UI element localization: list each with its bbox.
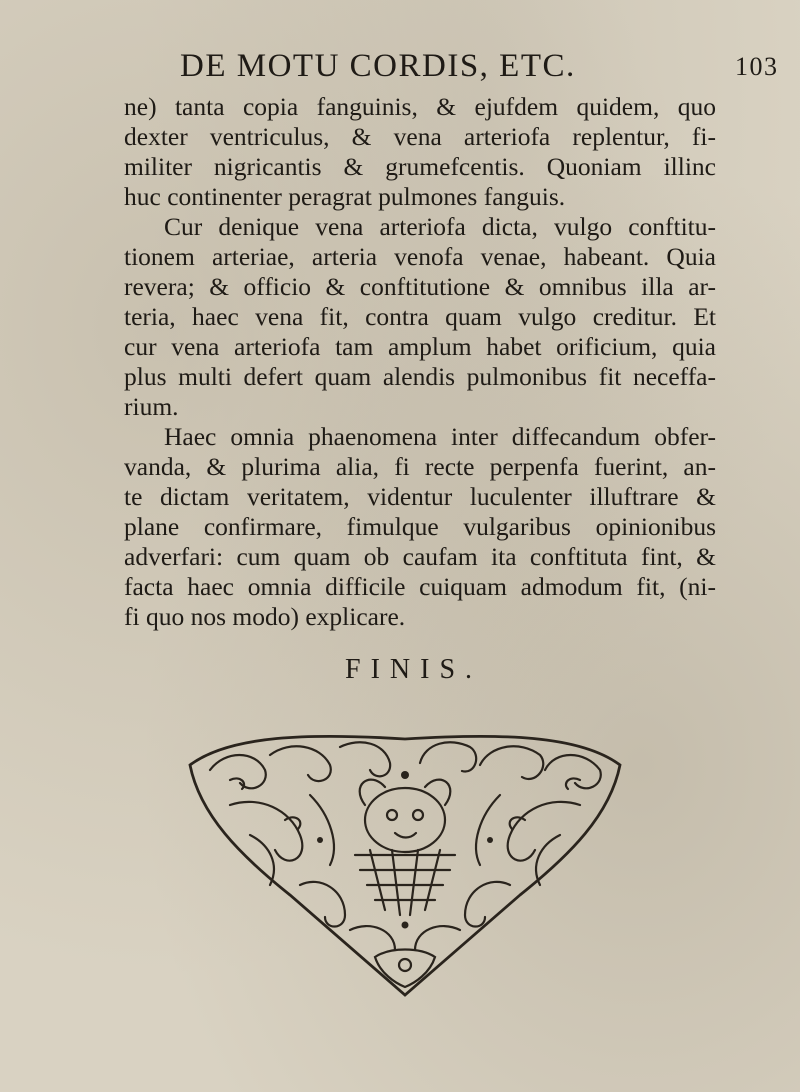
- text-line: plus multi defert quam alendis pulmonibus fit neceffa-: [124, 362, 716, 391]
- text-line: militer nigricantis & grumefcentis. Quoniam illinc: [124, 152, 716, 181]
- tailpiece-ornament-icon: [170, 725, 640, 1005]
- text-line: teria, haec vena fit, contra quam vulgo creditur. Et: [124, 302, 716, 331]
- finis-label: FINIS.: [345, 654, 483, 685]
- running-head-title: DE MOTU CORDIS, ETC.: [180, 48, 576, 84]
- text-line: rium.: [124, 392, 179, 421]
- text-line: huc continenter peragrat pulmones fanguis.: [124, 182, 566, 211]
- text-line: facta haec omnia difficile cuiquam admodum fit, (ni-: [124, 572, 716, 601]
- running-head: [180, 48, 780, 88]
- text-line: tionem arteriae, arteria venofa venae, habeant. Quia: [124, 242, 716, 271]
- text-line: fi quo nos modo) explicare.: [124, 602, 406, 631]
- text-line: Haec omnia phaenomena inter diffecandum obfer-: [164, 422, 716, 451]
- body-text: [124, 92, 716, 632]
- text-line: Cur denique vena arteriofa dicta, vulgo conftitu-: [164, 212, 716, 241]
- text-line: dexter ventriculus, & vena arteriofa replentur, fi-: [124, 122, 716, 151]
- text-line: adverfari: cum quam ob caufam ita conftituta fint, &: [124, 542, 716, 571]
- text-line: ne) tanta copia fanguinis, & ejufdem quidem, quo: [124, 92, 716, 121]
- page-number: 103: [735, 52, 779, 81]
- text-line: revera; & officio & conftitutione & omnibus illa ar-: [124, 272, 716, 301]
- text-line: te dictam veritatem, videntur luculenter illuftrare &: [124, 482, 716, 511]
- text-line: vanda, & plurima alia, fi recte perpenfa fuerint, an-: [124, 452, 716, 481]
- text-line: cur vena arteriofa tam amplum habet orificium, quia: [124, 332, 716, 361]
- text-line: plane confirmare, fimulque vulgaribus opinionibus: [124, 512, 716, 541]
